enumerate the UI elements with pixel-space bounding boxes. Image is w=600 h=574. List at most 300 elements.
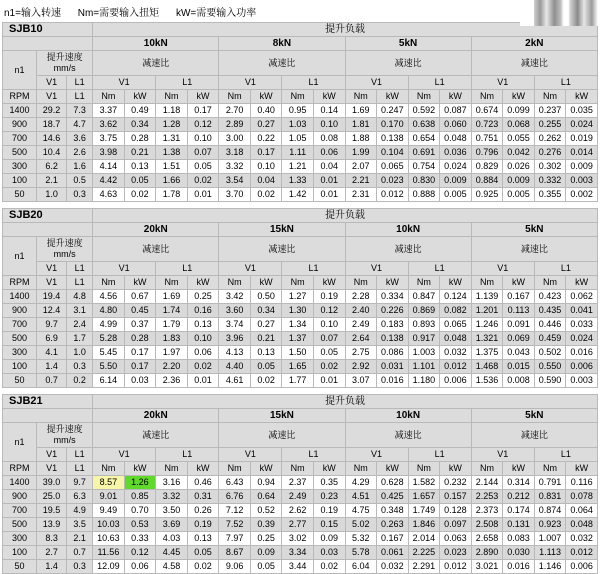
load-group-10kN: 10kN (93, 37, 219, 51)
cell-value: 0.35 (313, 476, 345, 490)
load-group-20kN: 20kN (93, 409, 219, 423)
cell-value: 0.64 (250, 490, 282, 504)
col-nm: Nm (534, 462, 566, 476)
col-kw: kW (187, 276, 219, 290)
cell-value: 0.654 (408, 132, 440, 146)
cell-value: 0.13 (250, 346, 282, 360)
cell-value: 1.05 (282, 132, 314, 146)
cell-value: 2.70 (219, 104, 251, 118)
cell-value: 0.17 (124, 360, 156, 374)
cell-value: 0.183 (377, 318, 409, 332)
cell-value: 2.21 (345, 174, 377, 188)
cell-rpm: 1400 (3, 476, 37, 490)
cell-value: 0.07 (187, 146, 219, 160)
cell-value: 0.19 (187, 518, 219, 532)
cell-speed-v1: 9.7 (37, 318, 67, 332)
cell-speed-v1: 14.6 (37, 132, 67, 146)
cell-value: 1.536 (471, 374, 503, 388)
cell-value: 0.024 (566, 332, 598, 346)
cell-value: 0.40 (250, 104, 282, 118)
cell-value: 2.253 (471, 490, 503, 504)
cell-value: 0.078 (566, 490, 598, 504)
cell-value: 0.065 (440, 318, 472, 332)
cell-value: 0.02 (250, 188, 282, 202)
cell-value: 1.657 (408, 490, 440, 504)
cell-value: 0.131 (503, 518, 535, 532)
cell-value: 0.124 (440, 290, 472, 304)
col-v1-group: V1 (471, 448, 534, 462)
cell-value: 0.53 (124, 518, 156, 532)
cell-value: 4.61 (219, 374, 251, 388)
ratio-label: 减速比 (219, 51, 345, 76)
col-l1: L1 (67, 76, 93, 90)
tables-container (0, 22, 600, 574)
cell-value: 5.28 (93, 332, 125, 346)
cell-value: 0.138 (377, 332, 409, 346)
model-name: SJB21 (3, 395, 93, 409)
cell-value: 1.79 (156, 318, 188, 332)
col-v1: V1 (37, 76, 67, 90)
cell-value: 2.014 (408, 532, 440, 546)
col-nm: Nm (156, 276, 188, 290)
cell-value: 0.05 (187, 160, 219, 174)
cell-value: 2.20 (156, 360, 188, 374)
cell-value: 0.355 (534, 188, 566, 202)
cell-rpm: 300 (3, 532, 37, 546)
cell-value: 7.52 (219, 518, 251, 532)
cell-value: 0.26 (187, 504, 219, 518)
col-nm: Nm (156, 462, 188, 476)
cell-value: 0.012 (377, 188, 409, 202)
cell-value: 1.27 (282, 290, 314, 304)
col-kw: kW (377, 462, 409, 476)
cell-value: 0.09 (250, 546, 282, 560)
cell-value: 1.81 (345, 118, 377, 132)
cell-value: 1.99 (345, 146, 377, 160)
cell-speed-l1: 0.3 (67, 360, 93, 374)
cell-value: 0.032 (440, 346, 472, 360)
col-v1-group: V1 (345, 76, 408, 90)
cell-value: 1.749 (408, 504, 440, 518)
cell-value: 1.582 (408, 476, 440, 490)
cell-value: 7.97 (219, 532, 251, 546)
cell-value: 0.247 (377, 104, 409, 118)
cell-value: 0.628 (377, 476, 409, 490)
cell-value: 1.97 (156, 346, 188, 360)
cell-value: 0.592 (408, 104, 440, 118)
cell-value: 10.03 (93, 518, 125, 532)
cell-value: 0.01 (313, 374, 345, 388)
cell-value: 3.42 (219, 290, 251, 304)
cell-value: 0.174 (503, 504, 535, 518)
screw-jack-photo (520, 0, 598, 26)
cell-value: 3.00 (219, 132, 251, 146)
col-nm: Nm (282, 276, 314, 290)
cell-value: 0.10 (187, 132, 219, 146)
cell-value: 0.332 (534, 174, 566, 188)
cell-value: 0.06 (124, 560, 156, 574)
cell-speed-v1: 8.3 (37, 532, 67, 546)
cell-value: 0.02 (187, 360, 219, 374)
cell-value: 1.146 (534, 560, 566, 574)
cell-value: 0.024 (566, 118, 598, 132)
load-group-2kN: 2kN (471, 37, 597, 51)
ratio-label: 减速比 (345, 423, 471, 448)
load-group-8kN: 8kN (219, 37, 345, 51)
cell-value: 3.16 (156, 476, 188, 490)
cell-value: 0.226 (377, 304, 409, 318)
cell-value: 0.212 (503, 490, 535, 504)
lift-load-header: 提升负载 (93, 23, 598, 37)
col-kw: kW (124, 462, 156, 476)
cell-value: 0.012 (440, 360, 472, 374)
cell-value: 0.674 (471, 104, 503, 118)
cell-rpm: 100 (3, 546, 37, 560)
col-nm: Nm (408, 276, 440, 290)
table-row (3, 188, 598, 202)
cell-value: 1.77 (282, 374, 314, 388)
cell-value: 1.468 (471, 360, 503, 374)
col-kw: kW (187, 90, 219, 104)
cell-value: 0.17 (250, 146, 282, 160)
speed-label: 提升速度 mm/s (37, 237, 93, 262)
cell-rpm: 900 (3, 490, 37, 504)
cell-value: 8.57 (93, 476, 125, 490)
cell-value: 0.10 (313, 318, 345, 332)
cell-value: 5.32 (345, 532, 377, 546)
cell-value: 0.048 (566, 518, 598, 532)
rpm-label: RPM (3, 90, 37, 104)
cell-value: 3.98 (93, 146, 125, 160)
cell-value: 0.19 (313, 504, 345, 518)
cell-value: 0.05 (124, 174, 156, 188)
cell-value: 0.05 (250, 560, 282, 574)
cell-value: 0.069 (503, 332, 535, 346)
cell-value: 0.061 (377, 546, 409, 560)
cell-value: 3.021 (471, 560, 503, 574)
cell-value: 1.246 (471, 318, 503, 332)
cell-value: 0.060 (440, 118, 472, 132)
cell-value: 0.262 (534, 132, 566, 146)
cell-value: 0.10 (187, 332, 219, 346)
cell-value: 0.099 (503, 104, 535, 118)
cell-value: 4.40 (219, 360, 251, 374)
cell-value: 0.893 (408, 318, 440, 332)
cell-value: 0.25 (250, 532, 282, 546)
load-group-20kN: 20kN (93, 223, 219, 237)
cell-value: 0.232 (440, 476, 472, 490)
col-l1-group: L1 (156, 448, 219, 462)
cell-value: 0.34 (124, 118, 156, 132)
cell-speed-l1: 4.7 (67, 118, 93, 132)
cell-value: 3.74 (219, 318, 251, 332)
cell-value: 3.32 (156, 490, 188, 504)
cell-speed-l1: 0.5 (67, 174, 93, 188)
cell-value: 5.50 (93, 360, 125, 374)
col-nm: Nm (408, 90, 440, 104)
cell-value: 1.37 (282, 332, 314, 346)
cell-value: 0.21 (250, 332, 282, 346)
cell-value: 0.016 (503, 560, 535, 574)
cell-value: 0.276 (534, 146, 566, 160)
l1-speed-label: L1 (67, 90, 93, 104)
ratio-label: 减速比 (219, 423, 345, 448)
col-v1-group: V1 (219, 448, 282, 462)
cell-value: 0.754 (408, 160, 440, 174)
cell-rpm: 700 (3, 132, 37, 146)
cell-value: 1.38 (156, 146, 188, 160)
cell-value: 5.78 (345, 546, 377, 560)
col-kw: kW (250, 90, 282, 104)
cell-value: 0.237 (534, 104, 566, 118)
cell-value: 0.94 (250, 476, 282, 490)
cell-speed-l1: 4.9 (67, 504, 93, 518)
load-table-sjb20 (2, 208, 598, 388)
cell-value: 0.12 (313, 304, 345, 318)
legend-item-n1: n1=输入转速 (4, 8, 61, 19)
cell-value: 0.015 (503, 360, 535, 374)
cell-value: 0.31 (187, 490, 219, 504)
cell-value: 1.007 (534, 532, 566, 546)
cell-value: 1.69 (345, 104, 377, 118)
cell-value: 0.34 (250, 304, 282, 318)
cell-value: 2.31 (345, 188, 377, 202)
cell-rpm: 50 (3, 374, 37, 388)
cell-value: 0.104 (377, 146, 409, 160)
cell-value: 0.055 (503, 132, 535, 146)
cell-value: 0.847 (408, 290, 440, 304)
cell-speed-v1: 1.4 (37, 560, 67, 574)
cell-value: 0.13 (187, 318, 219, 332)
cell-value: 1.846 (408, 518, 440, 532)
cell-value: 0.005 (503, 188, 535, 202)
table-row (3, 174, 598, 188)
col-nm: Nm (219, 276, 251, 290)
cell-rpm: 50 (3, 188, 37, 202)
cell-value: 0.014 (566, 146, 598, 160)
cell-value: 0.006 (440, 374, 472, 388)
table-row (3, 476, 598, 490)
load-group-10kN: 10kN (345, 223, 471, 237)
cell-value: 2.890 (471, 546, 503, 560)
cell-value: 0.036 (440, 146, 472, 160)
cell-speed-l1: 0.3 (67, 560, 93, 574)
table-row (3, 118, 598, 132)
cell-value: 0.04 (313, 160, 345, 174)
cell-value: 0.874 (534, 504, 566, 518)
cell-value: 0.006 (566, 360, 598, 374)
ratio-label: 减速比 (93, 237, 219, 262)
cell-value: 0.035 (566, 104, 598, 118)
cell-value: 0.097 (440, 518, 472, 532)
col-kw: kW (566, 276, 598, 290)
cell-value: 0.10 (250, 160, 282, 174)
col-nm: Nm (345, 462, 377, 476)
cell-value: 0.869 (408, 304, 440, 318)
cell-value: 0.25 (187, 290, 219, 304)
cell-value: 0.030 (503, 546, 535, 560)
cell-value: 9.01 (93, 490, 125, 504)
cell-value: 0.043 (503, 346, 535, 360)
cell-value: 4.63 (93, 188, 125, 202)
col-v1-group: V1 (93, 76, 156, 90)
col-v1-group: V1 (345, 448, 408, 462)
table-row (3, 560, 598, 574)
load-group-5kN: 5kN (345, 37, 471, 51)
cell-speed-v1: 2.7 (37, 546, 67, 560)
cell-value: 0.263 (377, 518, 409, 532)
cell-value: 1.31 (156, 132, 188, 146)
model-name: SJB10 (3, 23, 93, 37)
table-row (3, 318, 598, 332)
cell-value: 0.032 (377, 560, 409, 574)
cell-speed-l1: 7.3 (67, 104, 93, 118)
col-l1-group: L1 (534, 262, 597, 276)
col-kw: kW (313, 462, 345, 476)
cell-value: 0.116 (566, 476, 598, 490)
spacer-cell (3, 223, 93, 237)
cell-value: 1.88 (345, 132, 377, 146)
col-nm: Nm (534, 276, 566, 290)
col-v1-group: V1 (471, 76, 534, 90)
cell-value: 0.062 (566, 290, 598, 304)
col-l1-group: L1 (408, 76, 471, 90)
cell-value: 0.888 (408, 188, 440, 202)
cell-value: 0.03 (124, 374, 156, 388)
cell-value: 1.375 (471, 346, 503, 360)
col-v1-group: V1 (471, 262, 534, 276)
cell-value: 0.45 (124, 304, 156, 318)
cell-speed-v1: 19.5 (37, 504, 67, 518)
cell-value: 0.27 (250, 118, 282, 132)
cell-value: 0.008 (503, 374, 535, 388)
col-kw: kW (566, 462, 598, 476)
cell-value: 0.03 (313, 546, 345, 560)
cell-rpm: 900 (3, 118, 37, 132)
cell-value: 1.26 (124, 476, 156, 490)
cell-value: 0.031 (377, 360, 409, 374)
cell-speed-l1: 6.3 (67, 490, 93, 504)
legend-bar (0, 0, 600, 22)
cell-value: 3.54 (219, 174, 251, 188)
cell-value: 0.006 (566, 560, 598, 574)
load-group-15kN: 15kN (219, 223, 345, 237)
col-nm: Nm (93, 90, 125, 104)
cell-value: 0.019 (566, 132, 598, 146)
table-row (3, 546, 598, 560)
cell-value: 1.83 (156, 332, 188, 346)
cell-value: 4.58 (156, 560, 188, 574)
table-row (3, 104, 598, 118)
cell-rpm: 100 (3, 360, 37, 374)
cell-speed-v1: 4.1 (37, 346, 67, 360)
cell-value: 0.157 (440, 490, 472, 504)
v1-speed-label: V1 (37, 276, 67, 290)
cell-value: 5.02 (345, 518, 377, 532)
cell-value: 1.139 (471, 290, 503, 304)
screw-jack-image (520, 0, 598, 26)
cell-speed-v1: 2.1 (37, 174, 67, 188)
cell-speed-v1: 6.9 (37, 332, 67, 346)
cell-value: 0.003 (566, 174, 598, 188)
col-nm: Nm (93, 462, 125, 476)
cell-value: 0.01 (187, 188, 219, 202)
col-nm: Nm (345, 90, 377, 104)
cell-value: 0.435 (534, 304, 566, 318)
cell-value: 0.829 (471, 160, 503, 174)
v1-speed-label: V1 (37, 90, 67, 104)
cell-speed-l1: 2.4 (67, 318, 93, 332)
cell-value: 0.550 (534, 360, 566, 374)
cell-value: 0.22 (250, 132, 282, 146)
col-l1-group: L1 (282, 76, 345, 90)
cell-speed-l1: 3.6 (67, 132, 93, 146)
ratio-label: 减速比 (93, 51, 219, 76)
cell-value: 1.74 (156, 304, 188, 318)
col-l1-group: L1 (156, 262, 219, 276)
cell-value: 0.46 (187, 476, 219, 490)
col-kw: kW (124, 90, 156, 104)
cell-value: 0.70 (124, 504, 156, 518)
cell-value: 2.62 (282, 504, 314, 518)
cell-value: 0.087 (440, 104, 472, 118)
col-kw: kW (250, 276, 282, 290)
cell-value: 0.005 (440, 188, 472, 202)
ratio-label: 减速比 (219, 237, 345, 262)
cell-value: 1.33 (282, 174, 314, 188)
cell-value: 0.128 (440, 504, 472, 518)
cell-value: 0.19 (313, 290, 345, 304)
cell-value: 0.04 (250, 174, 282, 188)
col-l1: L1 (67, 448, 93, 462)
cell-value: 0.02 (124, 188, 156, 202)
cell-value: 0.009 (503, 174, 535, 188)
cell-value: 0.063 (440, 532, 472, 546)
col-nm: Nm (408, 462, 440, 476)
cell-speed-l1: 1.7 (67, 332, 93, 346)
table-row (3, 360, 598, 374)
col-kw: kW (503, 90, 535, 104)
cell-value: 2.75 (345, 346, 377, 360)
cell-value: 4.03 (156, 532, 188, 546)
cell-value: 2.07 (345, 160, 377, 174)
cell-value: 0.302 (534, 160, 566, 174)
cell-value: 0.02 (313, 560, 345, 574)
cell-value: 0.348 (377, 504, 409, 518)
cell-speed-v1: 6.2 (37, 160, 67, 174)
cell-rpm: 1400 (3, 290, 37, 304)
cell-value: 0.95 (282, 104, 314, 118)
cell-value: 11.56 (93, 546, 125, 560)
cell-value: 1.321 (471, 332, 503, 346)
cell-value: 0.05 (313, 346, 345, 360)
cell-value: 3.60 (219, 304, 251, 318)
cell-value: 0.49 (124, 104, 156, 118)
cell-value: 0.751 (471, 132, 503, 146)
cell-value: 0.425 (377, 490, 409, 504)
cell-rpm: 1400 (3, 104, 37, 118)
cell-value: 10.63 (93, 532, 125, 546)
rpm-label: RPM (3, 276, 37, 290)
rpm-label: RPM (3, 462, 37, 476)
cell-value: 9.06 (219, 560, 251, 574)
cell-value: 0.02 (250, 374, 282, 388)
cell-value: 0.423 (534, 290, 566, 304)
table-row (3, 332, 598, 346)
cell-speed-v1: 18.7 (37, 118, 67, 132)
cell-rpm: 700 (3, 504, 37, 518)
cell-value: 0.255 (534, 118, 566, 132)
